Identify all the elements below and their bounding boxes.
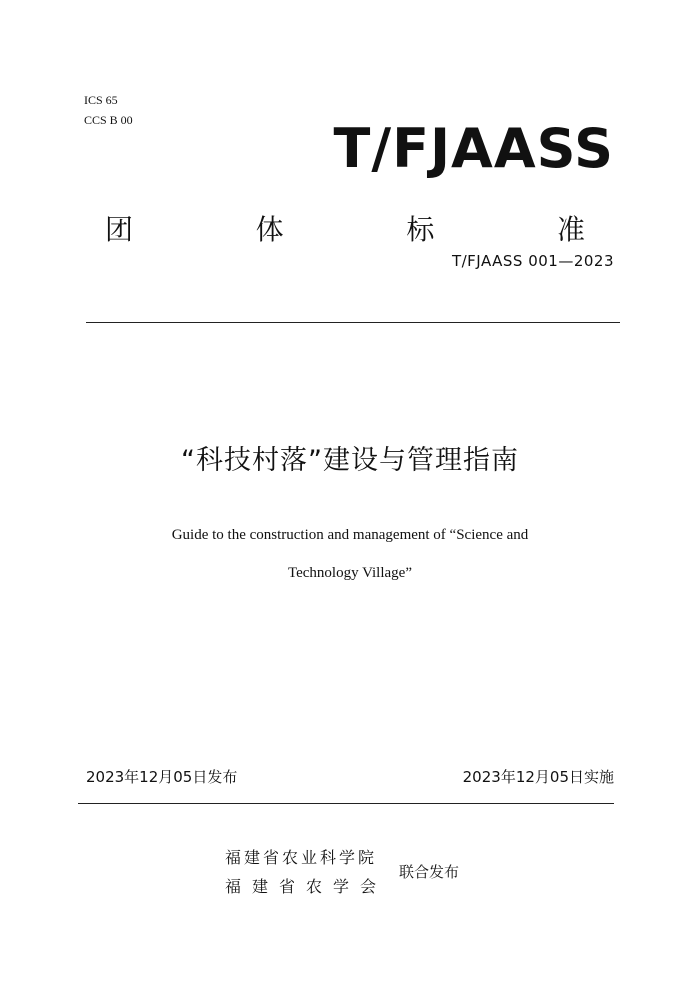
top-divider xyxy=(86,322,620,323)
ccs-code: CCS B 00 xyxy=(84,113,133,127)
issuer-society: 福建省农学会 xyxy=(225,877,388,896)
title-english-line2: Technology Village” xyxy=(288,565,412,581)
standard-type-char: 准 xyxy=(556,213,585,246)
title-english-line1: Guide to the construction and management of “Science and xyxy=(171,527,529,543)
issuer-academy: 福建省农业科学院 xyxy=(225,848,378,867)
ics-code: ICS 65 xyxy=(84,93,118,107)
publish-date: 2023年12月05日发布 xyxy=(86,768,238,786)
standard-type-char: 团 xyxy=(105,213,134,246)
implement-date: 2023年12月05日实施 xyxy=(462,768,614,786)
standard-type-char: 标 xyxy=(406,213,435,246)
standard-type xyxy=(105,208,585,246)
standard-code: T/FJAASS 001—2023 xyxy=(451,252,614,270)
joint-publish-label: 联合发布 xyxy=(399,863,460,881)
title-chinese: “科技村落”建设与管理指南 xyxy=(181,445,519,476)
bottom-divider xyxy=(78,803,614,804)
standard-brand: T/FJAASS xyxy=(333,117,614,180)
standard-type-char: 体 xyxy=(255,213,284,246)
